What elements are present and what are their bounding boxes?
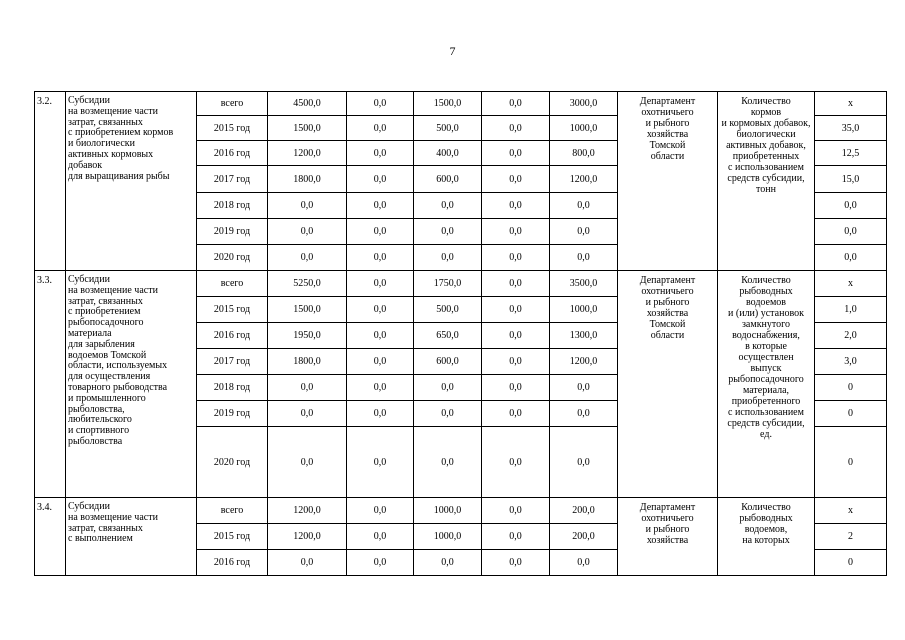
indicator-line: водоснабжения, <box>732 330 800 341</box>
value-cell-v5: 0,0 <box>550 550 618 576</box>
target-value-cell: x <box>815 271 887 297</box>
indicator-line: биологически <box>736 129 796 140</box>
value-cell-v4: 0,0 <box>482 219 550 245</box>
year-cell: 2015 год <box>197 297 268 323</box>
indicator-line: тонн <box>756 184 776 195</box>
indicator-line: выпуск <box>750 363 782 374</box>
year-cell: всего <box>197 498 268 524</box>
target-value-cell: 0,0 <box>815 193 887 219</box>
value-cell-v5: 800,0 <box>550 141 618 166</box>
value-cell-v5: 0,0 <box>550 401 618 427</box>
indicator-line: средств субсидии, <box>727 173 805 184</box>
value-cell-v3: 0,0 <box>414 401 482 427</box>
value-cell-v2: 0,0 <box>347 323 414 349</box>
description-line: Субсидии <box>68 501 110 512</box>
value-cell-v3: 0,0 <box>414 219 482 245</box>
responsible-department <box>618 498 718 576</box>
indicator-line: приобретенного <box>731 396 801 407</box>
value-cell-v4: 0,0 <box>482 524 550 550</box>
value-cell-v5: 0,0 <box>550 219 618 245</box>
section-number: 3.3. <box>35 271 66 498</box>
value-cell-v3: 600,0 <box>414 166 482 193</box>
target-value-cell: 12,5 <box>815 141 887 166</box>
year-cell: всего <box>197 92 268 116</box>
table-row <box>35 271 887 297</box>
target-value-cell: 0 <box>815 375 887 401</box>
indicator-line: с использованием <box>728 162 804 173</box>
value-cell-v4: 0,0 <box>482 550 550 576</box>
target-value-cell: x <box>815 498 887 524</box>
description-line: и спортивного <box>68 425 130 437</box>
description-line: и биологически <box>68 138 135 150</box>
indicator-line: ед. <box>760 429 772 440</box>
target-value-cell: 0 <box>815 550 887 576</box>
value-cell-v1: 1200,0 <box>268 498 347 524</box>
value-cell-v3: 0,0 <box>414 245 482 271</box>
value-cell-v5: 0,0 <box>550 375 618 401</box>
department-line: Томской <box>649 319 686 330</box>
indicator-line: Количество <box>741 275 791 286</box>
description-line: рыболовства <box>68 435 123 447</box>
value-cell-v1: 0,0 <box>268 245 347 271</box>
department-line: и рыбного <box>645 297 690 308</box>
value-cell-v4: 0,0 <box>482 166 550 193</box>
target-value-cell: 0 <box>815 427 887 498</box>
value-cell-v2: 0,0 <box>347 427 414 498</box>
value-cell-v2: 0,0 <box>347 524 414 550</box>
value-cell-v4: 0,0 <box>482 297 550 323</box>
year-cell: всего <box>197 271 268 297</box>
section-description <box>66 92 197 271</box>
value-cell-v3: 1750,0 <box>414 271 482 297</box>
indicator-line: с использованием <box>728 407 804 418</box>
value-cell-v2: 0,0 <box>347 550 414 576</box>
description-line: с выполнением <box>68 533 133 545</box>
description-line: активных кормовых <box>68 148 154 160</box>
description-line: затрат, связанных <box>68 116 143 128</box>
description-line: материала <box>68 327 112 339</box>
department-line: области <box>650 330 685 341</box>
year-cell: 2016 год <box>197 141 268 166</box>
value-cell-v3: 1000,0 <box>414 498 482 524</box>
value-cell-v3: 1500,0 <box>414 92 482 116</box>
section-number: 3.4. <box>35 498 66 576</box>
target-value-cell: 35,0 <box>815 116 887 141</box>
indicator-line: рыбопосадочного <box>728 374 804 385</box>
description-line: любительского <box>68 414 132 426</box>
value-cell-v5: 3000,0 <box>550 92 618 116</box>
description-line: рыболовства, <box>68 403 125 415</box>
year-cell: 2015 год <box>197 524 268 550</box>
department-line: и рыбного <box>645 524 690 535</box>
description-line: для выращивания рыбы <box>68 170 170 182</box>
value-cell-v3: 400,0 <box>414 141 482 166</box>
indicator-line: в которые <box>745 341 787 352</box>
department-line: охотничьего <box>641 513 694 524</box>
description-line: водоемов Томской <box>68 349 147 361</box>
value-cell-v2: 0,0 <box>347 219 414 245</box>
value-cell-v4: 0,0 <box>482 141 550 166</box>
budget-table <box>34 91 887 576</box>
description-line: области, используемых <box>68 360 168 372</box>
description-line: на возмещение части <box>68 105 158 117</box>
value-cell-v2: 0,0 <box>347 141 414 166</box>
indicator-line: Количество <box>741 96 791 107</box>
value-cell-v4: 0,0 <box>482 245 550 271</box>
indicator-line: и (или) установок <box>728 308 804 319</box>
indicator-line: на которых <box>742 535 790 546</box>
year-cell: 2017 год <box>197 349 268 375</box>
table-row <box>35 92 887 116</box>
indicator-description <box>718 498 815 576</box>
year-cell: 2016 год <box>197 323 268 349</box>
description-line: товарного рыбоводства <box>68 381 168 393</box>
value-cell-v5: 1300,0 <box>550 323 618 349</box>
indicator-line: Количество <box>741 502 791 513</box>
value-cell-v1: 1200,0 <box>268 524 347 550</box>
target-value-cell: 0,0 <box>815 219 887 245</box>
department-line: и рыбного <box>645 118 690 129</box>
indicator-description <box>718 271 815 498</box>
value-cell-v2: 0,0 <box>347 166 414 193</box>
department-line: Томской <box>649 140 686 151</box>
value-cell-v1: 1800,0 <box>268 349 347 375</box>
page-number: 7 <box>449 44 456 58</box>
indicator-line: водоемов, <box>744 524 788 535</box>
value-cell-v1: 5250,0 <box>268 271 347 297</box>
value-cell-v5: 200,0 <box>550 524 618 550</box>
value-cell-v2: 0,0 <box>347 375 414 401</box>
indicator-line: водоемов <box>745 297 787 308</box>
value-cell-v2: 0,0 <box>347 297 414 323</box>
department-line: Департамент <box>639 502 696 513</box>
description-line: затрат, связанных <box>68 295 143 307</box>
value-cell-v3: 1000,0 <box>414 524 482 550</box>
value-cell-v1: 0,0 <box>268 550 347 576</box>
value-cell-v1: 0,0 <box>268 375 347 401</box>
value-cell-v2: 0,0 <box>347 92 414 116</box>
description-line: для зарыбления <box>68 338 135 350</box>
value-cell-v1: 0,0 <box>268 401 347 427</box>
value-cell-v1: 4500,0 <box>268 92 347 116</box>
indicator-line: активных добавок, <box>726 140 806 151</box>
indicator-line: замкнутого <box>741 319 791 330</box>
indicator-description <box>718 92 815 271</box>
value-cell-v5: 0,0 <box>550 245 618 271</box>
department-line: Департамент <box>639 275 696 286</box>
value-cell-v4: 0,0 <box>482 349 550 375</box>
year-cell: 2019 год <box>197 219 268 245</box>
department-line: хозяйства <box>646 129 689 140</box>
year-cell: 2017 год <box>197 166 268 193</box>
section-number: 3.2. <box>35 92 66 271</box>
value-cell-v5: 3500,0 <box>550 271 618 297</box>
value-cell-v4: 0,0 <box>482 193 550 219</box>
value-cell-v5: 0,0 <box>550 427 618 498</box>
value-cell-v5: 1200,0 <box>550 166 618 193</box>
value-cell-v2: 0,0 <box>347 349 414 375</box>
value-cell-v3: 500,0 <box>414 116 482 141</box>
value-cell-v4: 0,0 <box>482 271 550 297</box>
description-line: добавок <box>68 159 103 171</box>
description-line: Субсидии <box>68 95 110 106</box>
indicator-line: материала, <box>742 385 790 396</box>
department-line: охотничьего <box>641 107 694 118</box>
value-cell-v5: 1200,0 <box>550 349 618 375</box>
year-cell: 2020 год <box>197 427 268 498</box>
value-cell-v3: 0,0 <box>414 193 482 219</box>
indicator-line: рыбоводных <box>739 286 793 297</box>
value-cell-v1: 1950,0 <box>268 323 347 349</box>
value-cell-v1: 0,0 <box>268 219 347 245</box>
target-value-cell: x <box>815 92 887 116</box>
value-cell-v5: 1000,0 <box>550 297 618 323</box>
value-cell-v2: 0,0 <box>347 401 414 427</box>
department-line: хозяйства <box>646 535 689 546</box>
value-cell-v4: 0,0 <box>482 498 550 524</box>
target-value-cell: 15,0 <box>815 166 887 193</box>
value-cell-v4: 0,0 <box>482 92 550 116</box>
section-description <box>66 271 197 498</box>
value-cell-v4: 0,0 <box>482 323 550 349</box>
year-cell: 2020 год <box>197 245 268 271</box>
value-cell-v3: 0,0 <box>414 375 482 401</box>
value-cell-v3: 0,0 <box>414 427 482 498</box>
year-cell: 2019 год <box>197 401 268 427</box>
target-value-cell: 0,0 <box>815 245 887 271</box>
value-cell-v1: 0,0 <box>268 427 347 498</box>
indicator-line: рыбоводных <box>739 513 793 524</box>
value-cell-v2: 0,0 <box>347 193 414 219</box>
value-cell-v4: 0,0 <box>482 401 550 427</box>
department-line: области <box>650 151 685 162</box>
value-cell-v5: 200,0 <box>550 498 618 524</box>
target-value-cell: 2 <box>815 524 887 550</box>
target-value-cell: 2,0 <box>815 323 887 349</box>
year-cell: 2018 год <box>197 193 268 219</box>
year-cell: 2015 год <box>197 116 268 141</box>
value-cell-v1: 0,0 <box>268 193 347 219</box>
value-cell-v1: 1800,0 <box>268 166 347 193</box>
description-line: на возмещение части <box>68 511 158 523</box>
value-cell-v2: 0,0 <box>347 271 414 297</box>
description-line: для осуществления <box>68 371 151 383</box>
indicator-line: осуществлен <box>738 352 794 363</box>
department-line: Департамент <box>639 96 696 107</box>
value-cell-v1: 1500,0 <box>268 297 347 323</box>
indicator-line: средств субсидии, <box>727 418 805 429</box>
description-line: рыбопосадочного <box>68 317 144 329</box>
value-cell-v3: 0,0 <box>414 550 482 576</box>
year-cell: 2016 год <box>197 550 268 576</box>
value-cell-v1: 1200,0 <box>268 141 347 166</box>
description-line: Субсидии <box>68 274 110 285</box>
value-cell-v3: 600,0 <box>414 349 482 375</box>
value-cell-v5: 1000,0 <box>550 116 618 141</box>
value-cell-v1: 1500,0 <box>268 116 347 141</box>
indicator-line: и кормовых добавок, <box>721 118 811 129</box>
value-cell-v4: 0,0 <box>482 427 550 498</box>
description-line: с приобретением <box>68 306 141 318</box>
value-cell-v3: 500,0 <box>414 297 482 323</box>
value-cell-v4: 0,0 <box>482 116 550 141</box>
table-row <box>35 498 887 524</box>
responsible-department <box>618 271 718 498</box>
year-cell: 2018 год <box>197 375 268 401</box>
value-cell-v2: 0,0 <box>347 498 414 524</box>
target-value-cell: 1,0 <box>815 297 887 323</box>
value-cell-v4: 0,0 <box>482 375 550 401</box>
department-line: хозяйства <box>646 308 689 319</box>
indicator-line: приобретенных <box>732 151 800 162</box>
value-cell-v5: 0,0 <box>550 193 618 219</box>
section-description <box>66 498 197 576</box>
description-line: и промышленного <box>68 392 146 404</box>
indicator-line: кормов <box>750 107 782 118</box>
value-cell-v2: 0,0 <box>347 116 414 141</box>
target-value-cell: 3,0 <box>815 349 887 375</box>
value-cell-v3: 650,0 <box>414 323 482 349</box>
description-line: на возмещение части <box>68 284 158 296</box>
value-cell-v2: 0,0 <box>347 245 414 271</box>
description-line: затрат, связанных <box>68 522 143 534</box>
department-line: охотничьего <box>641 286 694 297</box>
target-value-cell: 0 <box>815 401 887 427</box>
description-line: с приобретением кормов <box>68 127 174 139</box>
responsible-department <box>618 92 718 271</box>
